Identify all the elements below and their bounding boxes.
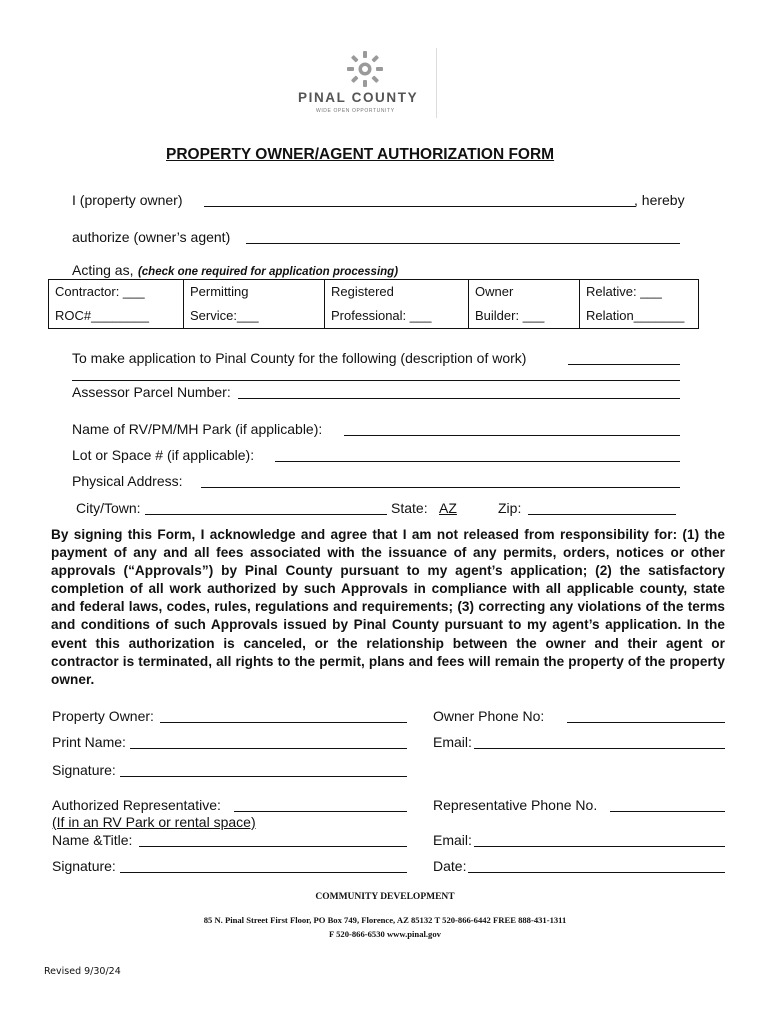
county-logo xyxy=(298,48,438,120)
logo-org-name: PINAL COUNTY xyxy=(298,90,419,105)
role-selection-table xyxy=(48,279,699,329)
description-label: To make application to Pinal County for the following (description of work) xyxy=(72,350,527,366)
logo-tagline: WIDE OPEN OPPORTUNITY xyxy=(316,108,395,114)
name-title-label: Name &Title: xyxy=(52,832,133,848)
role-line2: Professional: ___ xyxy=(331,308,432,323)
signature-field[interactable] xyxy=(120,776,407,777)
authorize-label: authorize (owner’s agent) xyxy=(72,229,231,245)
description-field-line2[interactable] xyxy=(72,380,680,381)
print-name-label: Print Name: xyxy=(52,734,126,750)
rep-email-field[interactable] xyxy=(474,846,725,847)
owner-email-field[interactable] xyxy=(474,748,725,749)
owner-phone-label: Owner Phone No: xyxy=(433,708,545,724)
acknowledgement-text: By signing this Form, I acknowledge and agree that I am not released from responsibility for: (1) the payment of any and all fees associated with the issuance of any permits, orders, notices or other approvals (“Approvals”) by Pinal County pursuant to my agent’s application; (2) the satisfactory completion of all work authorized by such Approvals in compliance with all applicable county, state and federal laws, codes, rules, regulations and requirements; (3) correcting any violations of the terms and conditions of such Approvals issued by Pinal County pursuant to my agent’s application. In the event this authorization is canceled, or the relationship between the owner and their agent or contractor is terminated, all rights to the permit, plans and fees will remain the property of the property owner. xyxy=(51,527,725,687)
rep-signature-field[interactable] xyxy=(120,872,407,873)
owner-phone-field[interactable] xyxy=(567,722,725,723)
rep-phone-field[interactable] xyxy=(610,811,725,812)
address-label: Physical Address: xyxy=(72,473,183,489)
owner-label: I (property owner) xyxy=(72,192,183,208)
footer-department: COMMUNITY DEVELOPMENT xyxy=(315,892,455,902)
role-relative-cell[interactable] xyxy=(580,280,699,329)
rep-signature-label: Signature: xyxy=(52,858,116,874)
footer-address: 85 N. Pinal Street First Floor, PO Box 749, Florence, AZ 85132 T 520-866-6442 FREE 888-431-1311 xyxy=(203,915,567,925)
role-registered-cell[interactable] xyxy=(325,280,469,329)
role-line1: Permitting xyxy=(190,284,249,299)
date-label: Date: xyxy=(433,858,467,874)
property-owner-label: Property Owner: xyxy=(52,708,154,724)
role-line2: ROC#________ xyxy=(55,308,149,323)
hereby-text: , hereby xyxy=(634,192,685,208)
role-permitting-cell[interactable] xyxy=(184,280,325,329)
acting-as xyxy=(72,262,398,280)
rep-email-label: Email: xyxy=(433,832,472,848)
role-line2: Relation_______ xyxy=(586,308,685,323)
owner-name-field[interactable] xyxy=(204,206,636,207)
city-label: City/Town: xyxy=(76,500,141,516)
owner-email-label: Email: xyxy=(433,734,472,750)
zip-label: Zip: xyxy=(498,500,522,516)
apn-field[interactable] xyxy=(238,398,680,399)
description-field[interactable] xyxy=(568,364,680,365)
role-line1: Contractor: ___ xyxy=(55,284,145,299)
acting-as-label: Acting as, xyxy=(72,262,134,278)
table-row xyxy=(49,280,699,329)
logo-divider xyxy=(436,48,437,118)
role-line2: Builder: ___ xyxy=(475,308,545,323)
role-line2: Service:___ xyxy=(190,308,259,323)
authorized-rep-label: Authorized Representative: xyxy=(52,797,221,813)
agent-name-field[interactable] xyxy=(246,243,680,244)
state-label: State: xyxy=(391,500,428,516)
date-field[interactable] xyxy=(468,872,725,873)
print-name-field[interactable] xyxy=(130,748,407,749)
authorized-rep-field[interactable] xyxy=(234,811,407,812)
lot-field[interactable] xyxy=(275,461,680,462)
zip-field[interactable] xyxy=(528,514,676,515)
form-title: PROPERTY OWNER/AGENT AUTHORIZATION FORM xyxy=(166,146,555,163)
role-line1: Relative: ___ xyxy=(586,284,662,299)
address-field[interactable] xyxy=(201,487,680,488)
sun-emblem-icon xyxy=(346,50,384,88)
signature-label: Signature: xyxy=(52,762,116,778)
property-owner-field[interactable] xyxy=(160,722,407,723)
park-field[interactable] xyxy=(344,435,680,436)
apn-label: Assessor Parcel Number: xyxy=(72,384,231,400)
footer-fax-web: F 520-866-6530 www.pinal.gov xyxy=(329,929,441,939)
role-contractor-cell[interactable] xyxy=(49,280,184,329)
role-line1: Registered xyxy=(331,284,394,299)
revised-date: Revised 9/30/24 xyxy=(44,966,121,977)
name-title-field[interactable] xyxy=(139,846,407,847)
state-value: AZ xyxy=(439,500,457,516)
park-label: Name of RV/PM/MH Park (if applicable): xyxy=(72,421,323,437)
acting-as-note: (check one required for application processing) xyxy=(137,266,399,278)
lot-label: Lot or Space # (if applicable): xyxy=(72,447,255,463)
rep-phone-label: Representative Phone No. xyxy=(433,797,598,813)
rv-park-note: (If in an RV Park or rental space) xyxy=(52,814,256,830)
city-field[interactable] xyxy=(145,514,387,515)
role-line1: Owner xyxy=(475,284,514,299)
role-owner-builder-cell[interactable] xyxy=(469,280,580,329)
